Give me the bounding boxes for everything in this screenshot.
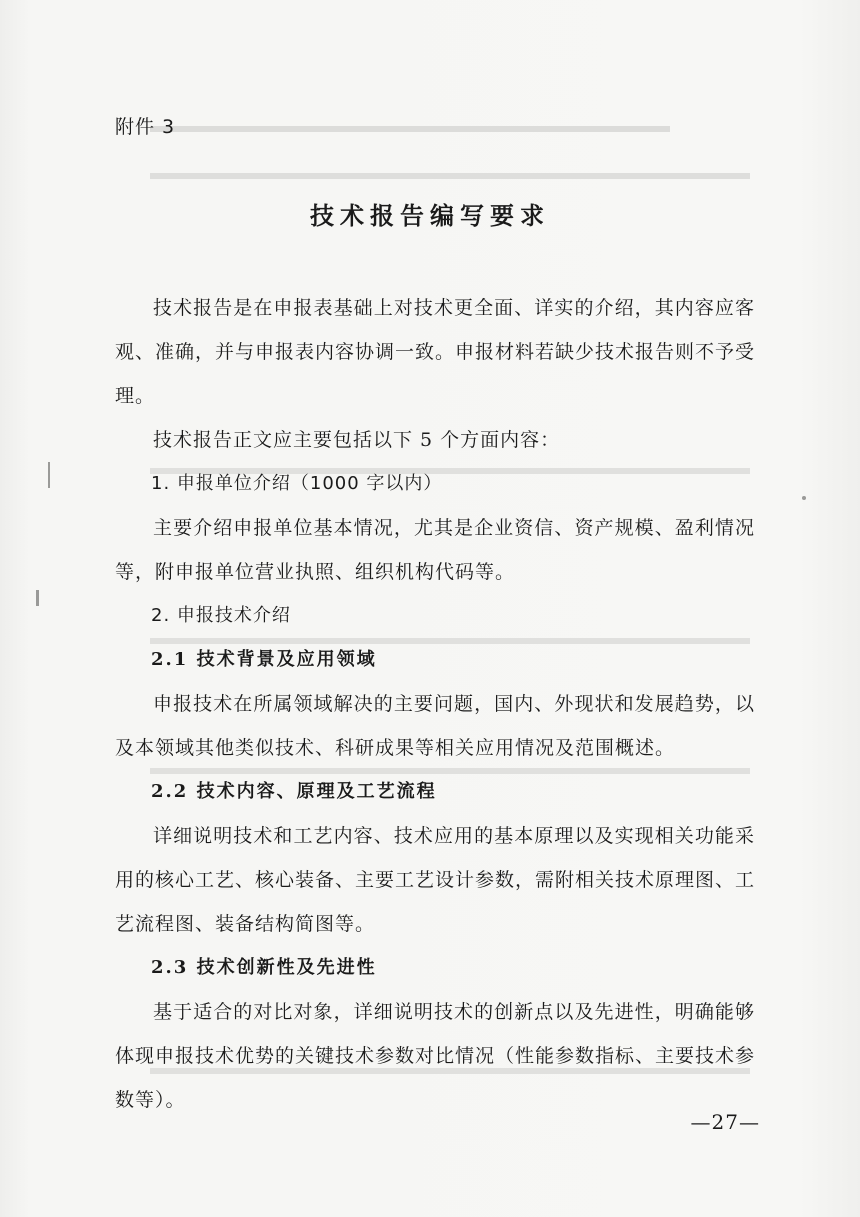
paragraph: 技术报告是在申报表基础上对技术更全面、详实的介绍，其内容应客观、准确，并与申报表内容协调一致。申报材料若缺少技术报告则不予受理。 [115,297,756,407]
bleed-through-shadow [150,118,800,132]
document-body [115,286,755,1122]
page-number: —27— [690,1110,760,1134]
paragraph: 基于适合的对比对象，详细说明技术的创新点以及先进性，明确能够体现申报技术优势的关键技术参数对比情况（性能参数指标、主要技术参数等）。 [115,1001,756,1111]
paragraph: 详细说明技术和工艺内容、技术应用的基本原理以及实现相关功能采用的核心工艺、核心装备、主要工艺设计参数，需附相关技术原理图、工艺流程图、装备结构简图等。 [115,825,756,935]
scan-speck [802,496,806,500]
scan-speck [36,590,39,606]
subsection-heading: 2.1 技术背景及应用领域 [151,649,377,670]
subsection-heading: 2.3 技术创新性及先进性 [151,957,377,978]
section-heading: 2. 申报技术介绍 [151,605,291,626]
attachment-label: 附件 3 [115,116,176,138]
subsection-heading: 2.2 技术内容、原理及工艺流程 [151,781,437,802]
paragraph: 申报技术在所属领域解决的主要问题，国内、外现状和发展趋势，以及本领域其他类似技术、科研成果等相关应用情况及范围概述。 [115,693,755,759]
bleed-through-shadow [150,165,800,179]
scan-speck [48,462,50,488]
section-heading: 1. 申报单位介绍（1000 字以内） [151,473,443,494]
paragraph: 主要介绍申报单位基本情况，尤其是企业资信、资产规模、盈利情况等，附申报单位营业执照、组织机构代码等。 [115,517,755,583]
page-title: 技术报告编写要求 [310,202,550,230]
paragraph: 技术报告正文应主要包括以下 5 个方面内容： [153,429,561,451]
